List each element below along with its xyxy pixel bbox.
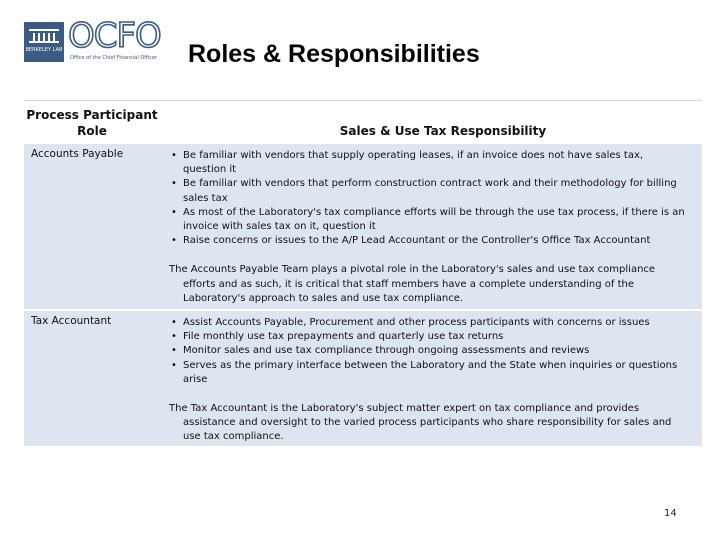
list-item: • Be familiar with vendors that supply operating leases, if an invoice does not have sales tax, question it <box>169 149 689 177</box>
table-row <box>24 311 702 446</box>
page-number: 14 <box>664 508 677 519</box>
list-item: • Assist Accounts Payable, Procurement and other process participants with concerns or issues <box>169 316 689 330</box>
bullet-list <box>169 149 689 248</box>
list-item: • As most of the Laboratory's tax compliance efforts will be through the use tax process, if there is an invoice with sales tax on it, question it <box>169 206 689 234</box>
logo-subtitle: Office of the Chief Financial Officer <box>70 55 157 61</box>
page-title: Roles & Responsibilities <box>188 40 480 68</box>
table-row <box>24 144 702 309</box>
summary-paragraph: The Accounts Payable Team plays a pivotal role in the Laboratory's sales and use tax compliance efforts and as such, it is critical that staff members have a complete understanding of the Laboratory's approach to sales and use tax compliance. <box>169 264 656 304</box>
list-item: • Monitor sales and use tax compliance through ongoing assessments and reviews <box>169 344 689 358</box>
header-role: Process Participant Role <box>26 108 158 138</box>
table-header <box>24 100 702 145</box>
header-responsibility: Sales & Use Tax Responsibility <box>339 124 547 138</box>
building-icon <box>29 29 59 43</box>
responsibility-cell <box>169 316 689 445</box>
ocfo-logo <box>24 16 164 64</box>
responsibility-cell <box>169 149 689 306</box>
bullet-list <box>169 316 689 387</box>
role-cell: Tax Accountant <box>31 315 112 327</box>
role-cell: Accounts Payable <box>31 148 124 160</box>
summary-paragraph: The Tax Accountant is the Laboratory's subject matter expert on tax compliance and provides assistance and oversight to the varied process participants who share responsibility for sales and use tax compliance. <box>169 403 672 443</box>
list-item: • Be familiar with vendors that perform construction contract work and their methodology for billing sales tax <box>169 177 689 205</box>
berkeley-lab-seal <box>24 22 64 62</box>
list-item: • Raise concerns or issues to the A/P Lead Accountant or the Controller's Office Tax Accountant <box>169 234 689 248</box>
list-item: • File monthly use tax prepayments and quarterly use tax returns <box>169 330 689 344</box>
seal-text: BERKELEY LAB <box>25 47 63 53</box>
ocfo-wordmark: OCFO <box>68 16 161 56</box>
list-item: • Serves as the primary interface between the Laboratory and the State when inquiries or questions arise <box>169 359 689 387</box>
